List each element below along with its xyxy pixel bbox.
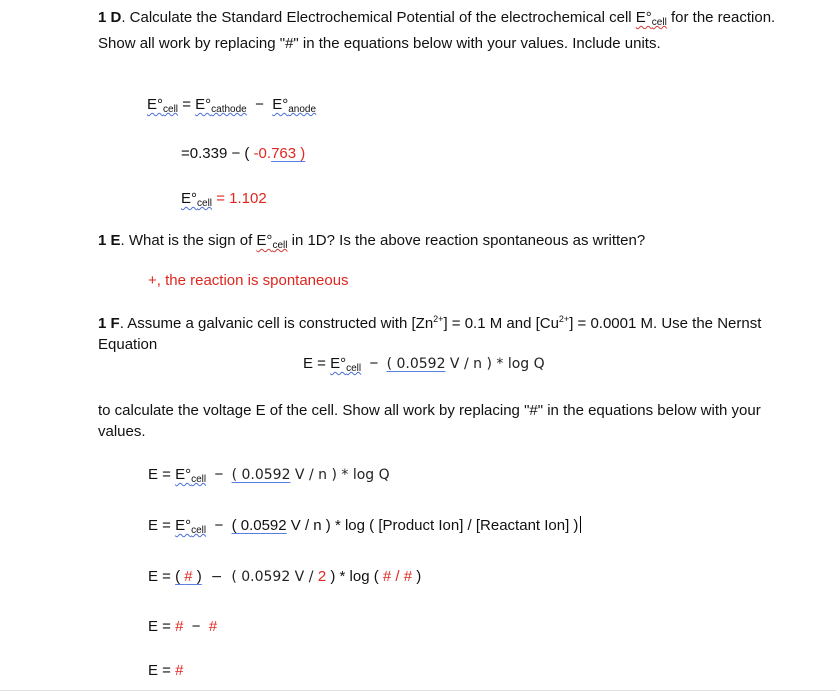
text-cursor bbox=[580, 516, 581, 533]
anode-value: -0.763 ) bbox=[253, 145, 306, 162]
question-1d-number: 1 D bbox=[98, 9, 122, 26]
equation-line-4: E = # − # bbox=[148, 618, 218, 635]
line5-placeholder: # bbox=[175, 662, 184, 679]
question-1f-number: 1 F bbox=[98, 315, 120, 332]
line4-placeholder-a: # bbox=[175, 618, 184, 635]
equation-line-2: $E = E^\circ_{cell}$ − ( 0.0592 V / n ) * log ( [Product Ion] / [Reactant Ion] ) bbox=[148, 516, 581, 536]
formula-e-cathode: $E^\circ_{cathode}$ bbox=[195, 96, 247, 115]
line4-placeholder-b: # bbox=[208, 618, 218, 635]
eo-cell-symbol-1e: $E^\circ_{cell}$ bbox=[256, 232, 288, 251]
result-line bbox=[181, 190, 267, 209]
result-value: = 1.102 bbox=[212, 190, 267, 207]
line3-placeholder-group: ( # ) bbox=[175, 568, 202, 585]
equation-line-5: E = # bbox=[148, 662, 184, 679]
eo-cell-symbol: $E^\circ_{cell}$ bbox=[635, 9, 667, 28]
instruction-1f: to calculate the voltage E of the cell. Show all work by replacing "#" in the equations below with your values. bbox=[98, 402, 761, 440]
formula-e-anode: $E^\circ_{anode}$ bbox=[272, 96, 317, 115]
nernst-e-cell: $E^\circ_{cell}$ bbox=[330, 355, 362, 374]
answer-1e: +, the reaction is spontaneous bbox=[148, 272, 349, 289]
result-e-cell: $E^\circ_{cell}$ bbox=[181, 190, 213, 209]
formula-cell-potential: $E^\circ_{cell} = E^\circ_{cathode} - E^\circ_{anode}$ bbox=[147, 96, 317, 115]
equation-line-1: $E = E^\circ_{cell}$ − ( 0.0592 V / n ) * log Q bbox=[148, 466, 390, 485]
formula-e-cell: $E^\circ_{cell}$ bbox=[147, 96, 179, 115]
question-1d-text-1: . Calculate the Standard Electrochemical Potential of the electrochemical cell bbox=[121, 9, 636, 26]
question-1d-text-2: for the reaction. Show all work by replacing "#" in the equations below with your values. Include units. bbox=[98, 9, 776, 52]
question-1f: 1 F. Assume a galvanic cell is constructed with $[Zn^{2+}] = 0.1$ M and $[Cu^{2+}] = 0.0001$ M. Use the Nernst Equation bbox=[98, 314, 762, 353]
line3-numerator: # bbox=[382, 568, 392, 585]
line1-e-cell: $E^\circ_{cell}$ bbox=[175, 466, 207, 485]
line3-n-value: 2 bbox=[317, 568, 327, 585]
work-line bbox=[181, 145, 305, 162]
line3-placeholder: # bbox=[184, 568, 193, 585]
equation-line-3: E = ( # ) − ( 0.0592 V / 2 ) * log ( # / # ) bbox=[148, 568, 422, 585]
work-line-prefix: =0.339 − ( bbox=[181, 145, 254, 162]
question-1e-number: 1 E bbox=[98, 232, 121, 249]
line2-e-cell: $E^\circ_{cell}$ bbox=[175, 517, 207, 536]
line3-denominator: # bbox=[403, 568, 413, 585]
page-bottom-divider bbox=[0, 690, 836, 691]
question-1d bbox=[98, 7, 798, 54]
question-1e: 1 E. What is the sign of $E^\circ_{cell}$ in 1D? Is the above reaction spontaneous as written? bbox=[98, 232, 646, 251]
nernst-equation: $E = E^\circ_{cell}$ − ( 0.0592 V / n ) * log Q bbox=[303, 355, 545, 374]
